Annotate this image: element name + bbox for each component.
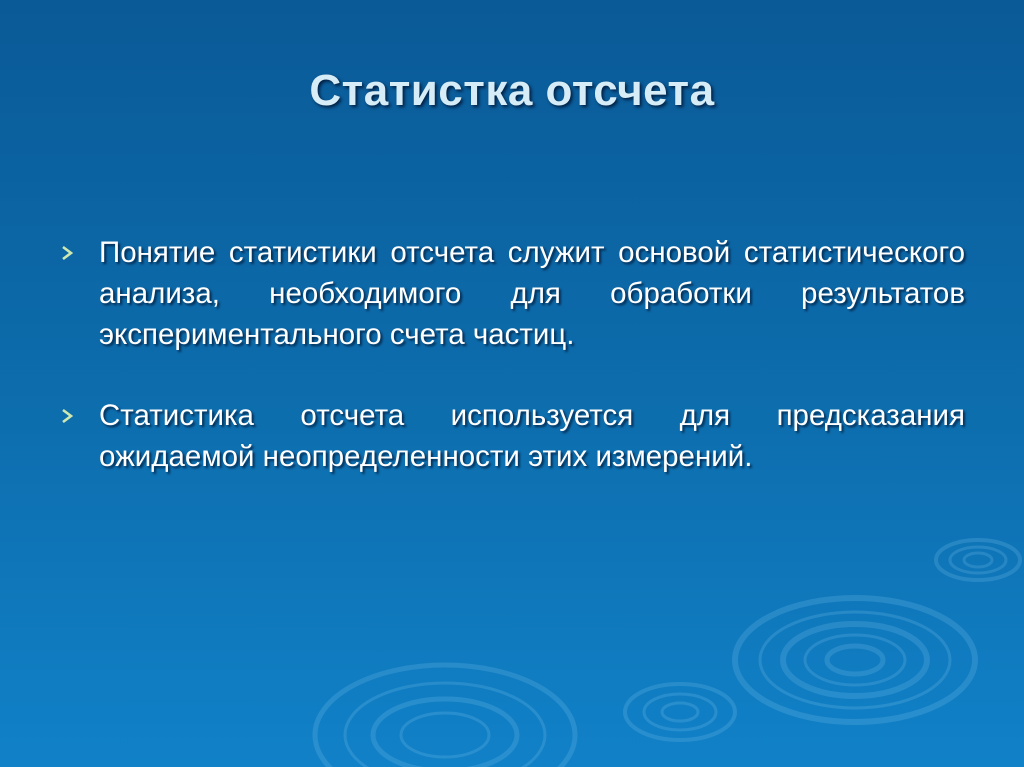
bullet-list	[60, 232, 965, 517]
bullet-text: Понятие статистики отсчета служит основой статистического анализа, необходимого для обработки результатов экспериментального счета частиц.	[99, 236, 965, 351]
slide-title: Статистка отсчета	[309, 66, 715, 115]
ripple-group-medium	[625, 684, 735, 740]
ripple-group-large	[735, 598, 975, 722]
bullet-item	[60, 232, 965, 355]
ripple-group-bottom	[315, 665, 575, 767]
chevron-bullet-icon	[60, 245, 74, 261]
ripple-group-small	[936, 540, 1020, 580]
bullet-text: Статистика отсчета используется для предсказания ожидаемой неопределенности этих измерений.	[99, 399, 965, 473]
bullet-item	[60, 395, 965, 477]
chevron-bullet-icon	[60, 408, 74, 424]
